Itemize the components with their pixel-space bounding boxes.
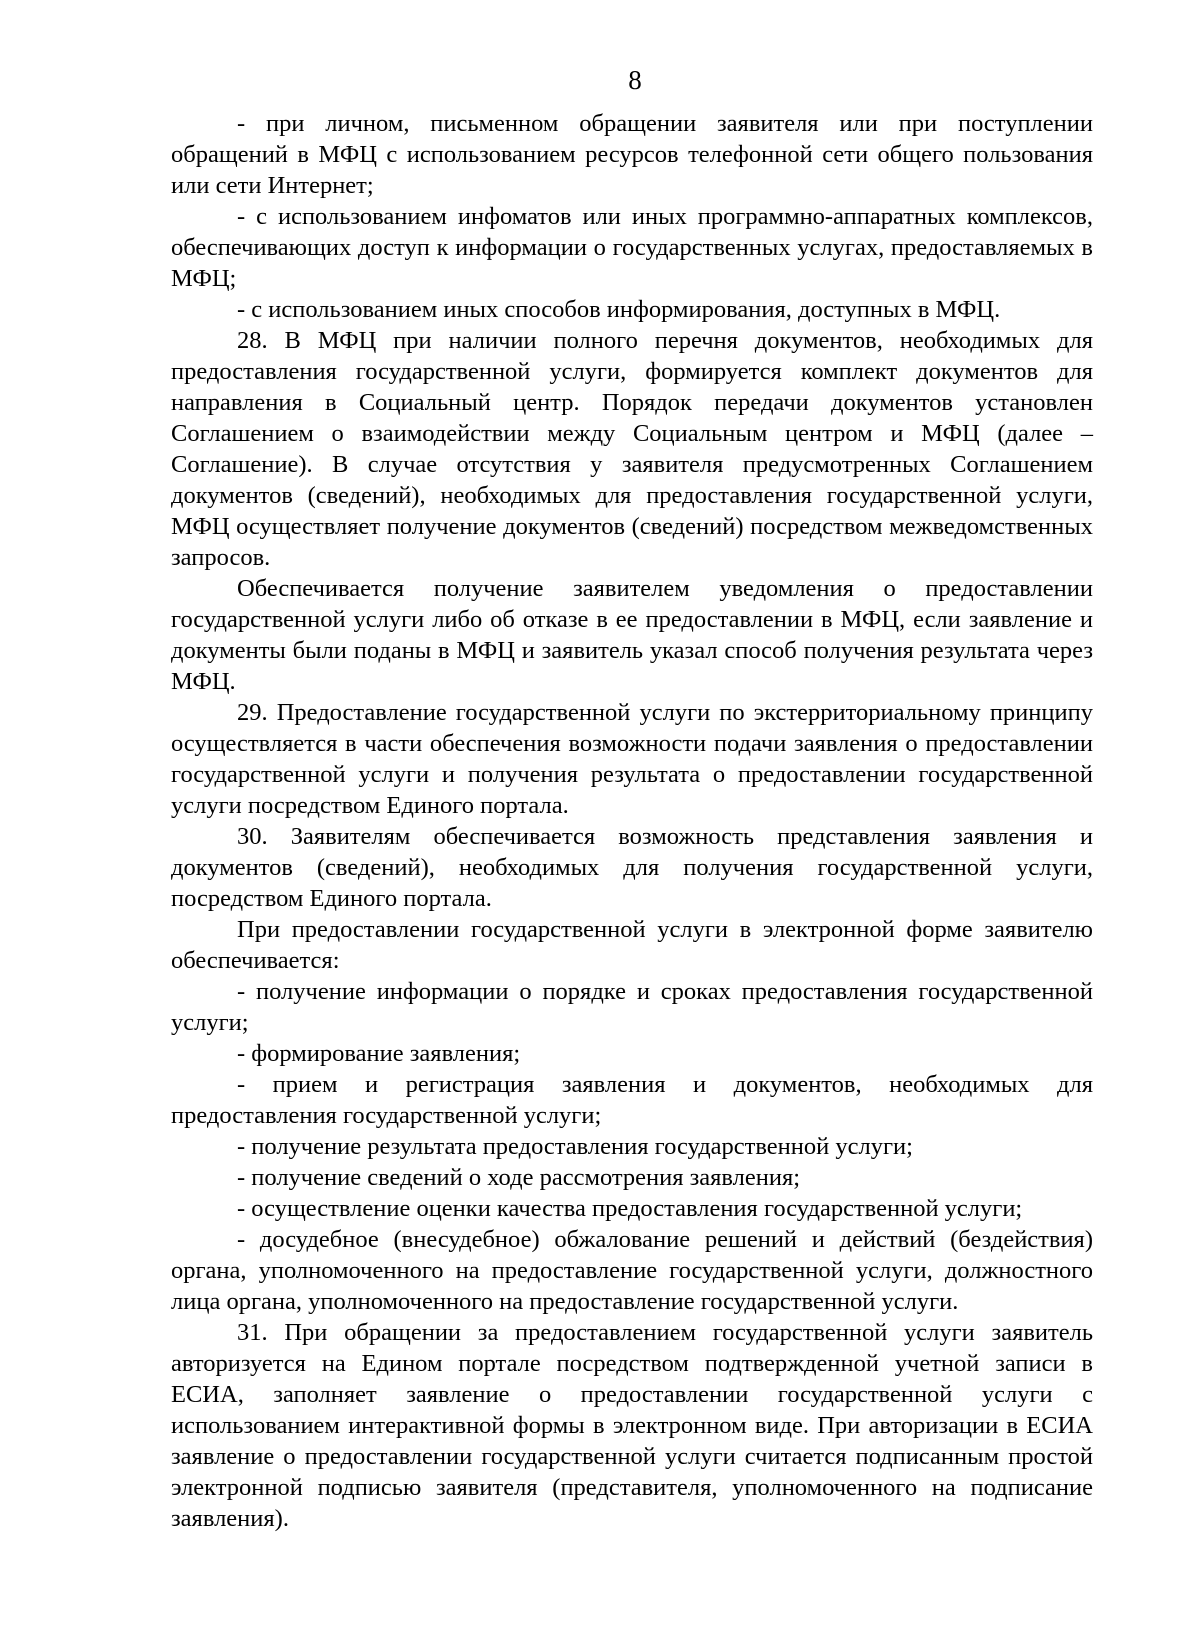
list-item-progress: - получение сведений о ходе рассмотрения заявления;: [237, 1164, 801, 1191]
list-item-result: - получение результата предоставления государственной услуги;: [237, 1133, 913, 1160]
paragraph-item-28: 28. В МФЦ при наличии полного перечня документов, необходимых для предоставления государственной услуги, формируется комплект документов для направления в Социальный центр. Порядок передачи документов установлен Соглашением о взаимодействии между Социальным центром и МФЦ (далее – Соглашение). В случае отсутствия у заявителя предусмотренных Соглашением документов (сведений), необходимых для предоставления государственной услуги, МФЦ осуществляет получение документов (сведений) посредством межведомственных запросов.: [171, 327, 1093, 571]
paragraph-other-methods: - с использованием иных способов информирования, доступных в МФЦ.: [237, 296, 1001, 323]
list-item-registration: - прием и регистрация заявления и документов, необходимых для предоставления государственной услуги;: [171, 1071, 1093, 1129]
paragraph-electronic-form: При предоставлении государственной услуги в электронной форме заявителю обеспечивается:: [171, 916, 1093, 974]
list-item-application-forming: - формирование заявления;: [237, 1040, 521, 1067]
paragraph-item-30: 30. Заявителям обеспечивается возможность представления заявления и документов (сведений), необходимых для получения государственной услуги, посредством Единого портала.: [171, 823, 1093, 912]
paragraph-item-29: 29. Предоставление государственной услуги по экстерриториальному принципу осуществляется в части обеспечения возможности подачи заявления о предоставлении государственной услуги и получения результата о предоставлении государственной услуги посредством Единого портала.: [171, 699, 1093, 819]
paragraph-personal-request: - при личном, письменном обращении заявителя или при поступлении обращений в МФЦ с использованием ресурсов телефонной сети общего пользования или сети Интернет;: [171, 110, 1093, 199]
list-item-quality-assessment: - осуществление оценки качества предоставления государственной услуги;: [237, 1195, 1023, 1222]
paragraph-item-31: 31. При обращении за предоставлением государственной услуги заявитель авторизуется на Едином портале посредством подтвержденной учетной записи в ЕСИА, заполняет заявление о предоставлении государственной услуги с использованием интерактивной формы в электронном виде. При авторизации в ЕСИА заявление о предоставлении государственной услуги считается подписанным простой электронной подписью заявителя (представителя, уполномоченного на подписание заявления).: [171, 1319, 1093, 1532]
list-item-information: - получение информации о порядке и сроках предоставления государственной услуги;: [171, 978, 1093, 1036]
page-number: 8: [628, 65, 642, 95]
paragraph-infomats: - с использованием инфоматов или иных программно-аппаратных комплексов, обеспечивающих доступ к информации о государственных услугах, предоставляемых в МФЦ;: [171, 203, 1093, 292]
paragraph-notification: Обеспечивается получение заявителем уведомления о предоставлении государственной услуги либо об отказе в ее предоставлении в МФЦ, если заявление и документы были поданы в МФЦ и заявитель указал способ получения результата через МФЦ.: [171, 575, 1093, 695]
document-body: [171, 108, 1093, 1534]
list-item-appeal: - досудебное (внесудебное) обжалование решений и действий (бездействия) органа, уполномоченного на предоставление государственной услуги, должностного лица органа, уполномоченного на предоставление государственной услуги.: [171, 1226, 1093, 1315]
